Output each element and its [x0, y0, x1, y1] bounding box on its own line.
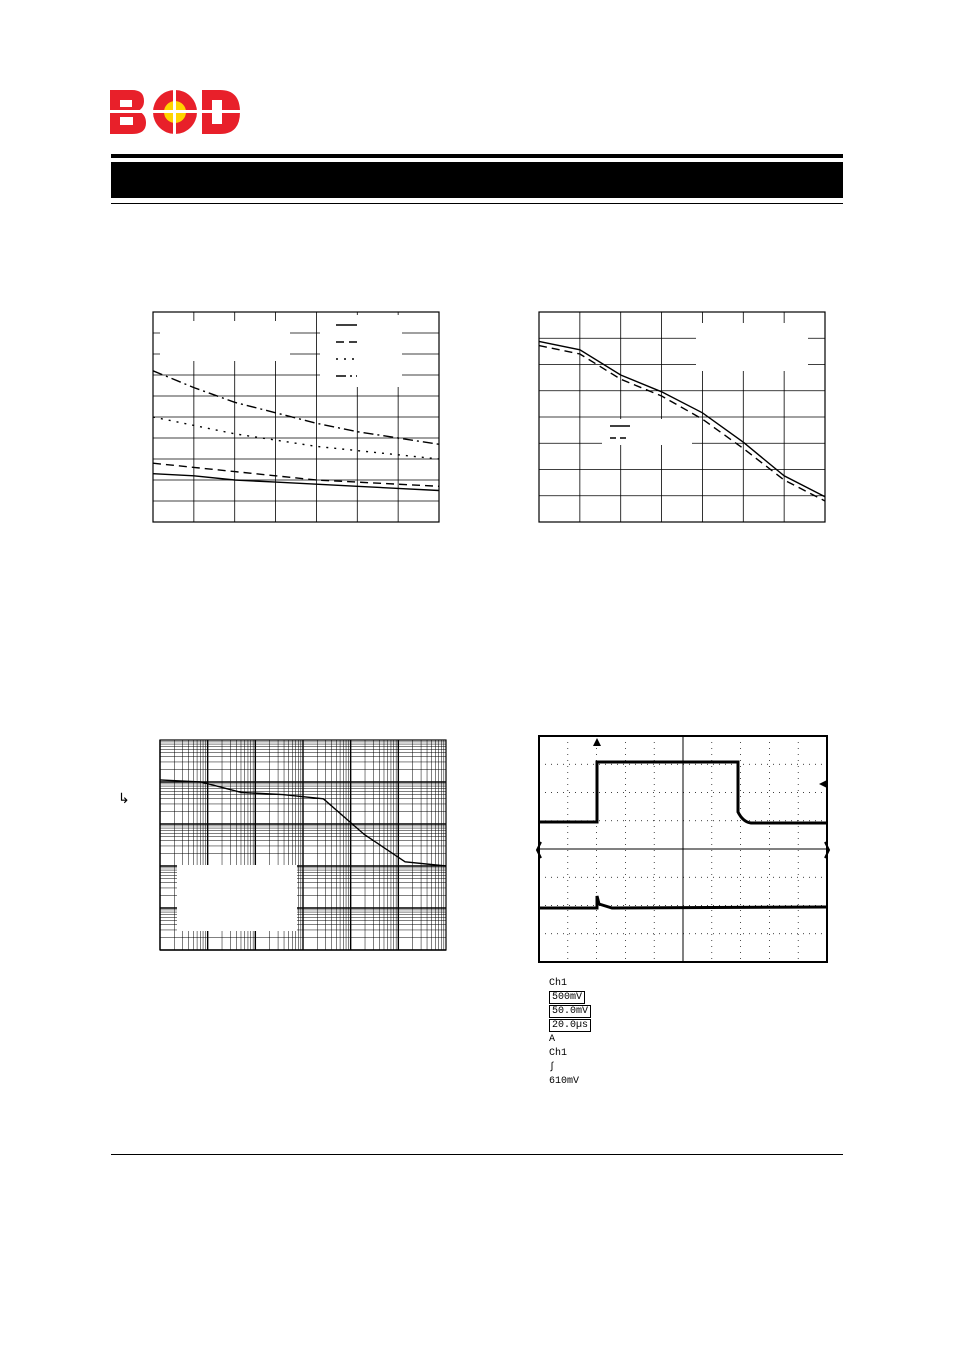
status-trigger-mode: A — [549, 1034, 556, 1045]
status-trigger-level: 610mV — [549, 1076, 580, 1087]
scope-status-bar — [537, 963, 829, 1087]
axis-arrow-icon: ↳ — [118, 790, 130, 806]
series-line-solid — [153, 474, 439, 491]
chart-1 — [152, 311, 440, 523]
chart-3-log — [159, 739, 447, 951]
header-rule-bottom — [111, 203, 843, 204]
footer-rule — [111, 1154, 843, 1155]
status-ch1-scale: 500mV — [549, 991, 585, 1004]
legend-box — [320, 315, 402, 387]
conditions-box — [177, 865, 297, 931]
conditions-box — [696, 323, 808, 371]
status-ch1: Ch1 — [549, 978, 568, 989]
legend-box — [602, 419, 692, 445]
status-timebase: 20.0µs — [549, 1019, 591, 1032]
chart-2 — [538, 311, 826, 523]
conditions-box — [160, 321, 290, 361]
oscilloscope-capture — [537, 734, 829, 964]
header-rule-top — [111, 154, 843, 158]
status-ch2-scale: 50.0mV — [549, 1005, 591, 1018]
bcd-logo — [108, 88, 242, 136]
status-trigger-slope: ∫ — [549, 1062, 556, 1073]
header-title-bar — [111, 162, 843, 198]
status-trigger-src: Ch1 — [549, 1048, 568, 1059]
